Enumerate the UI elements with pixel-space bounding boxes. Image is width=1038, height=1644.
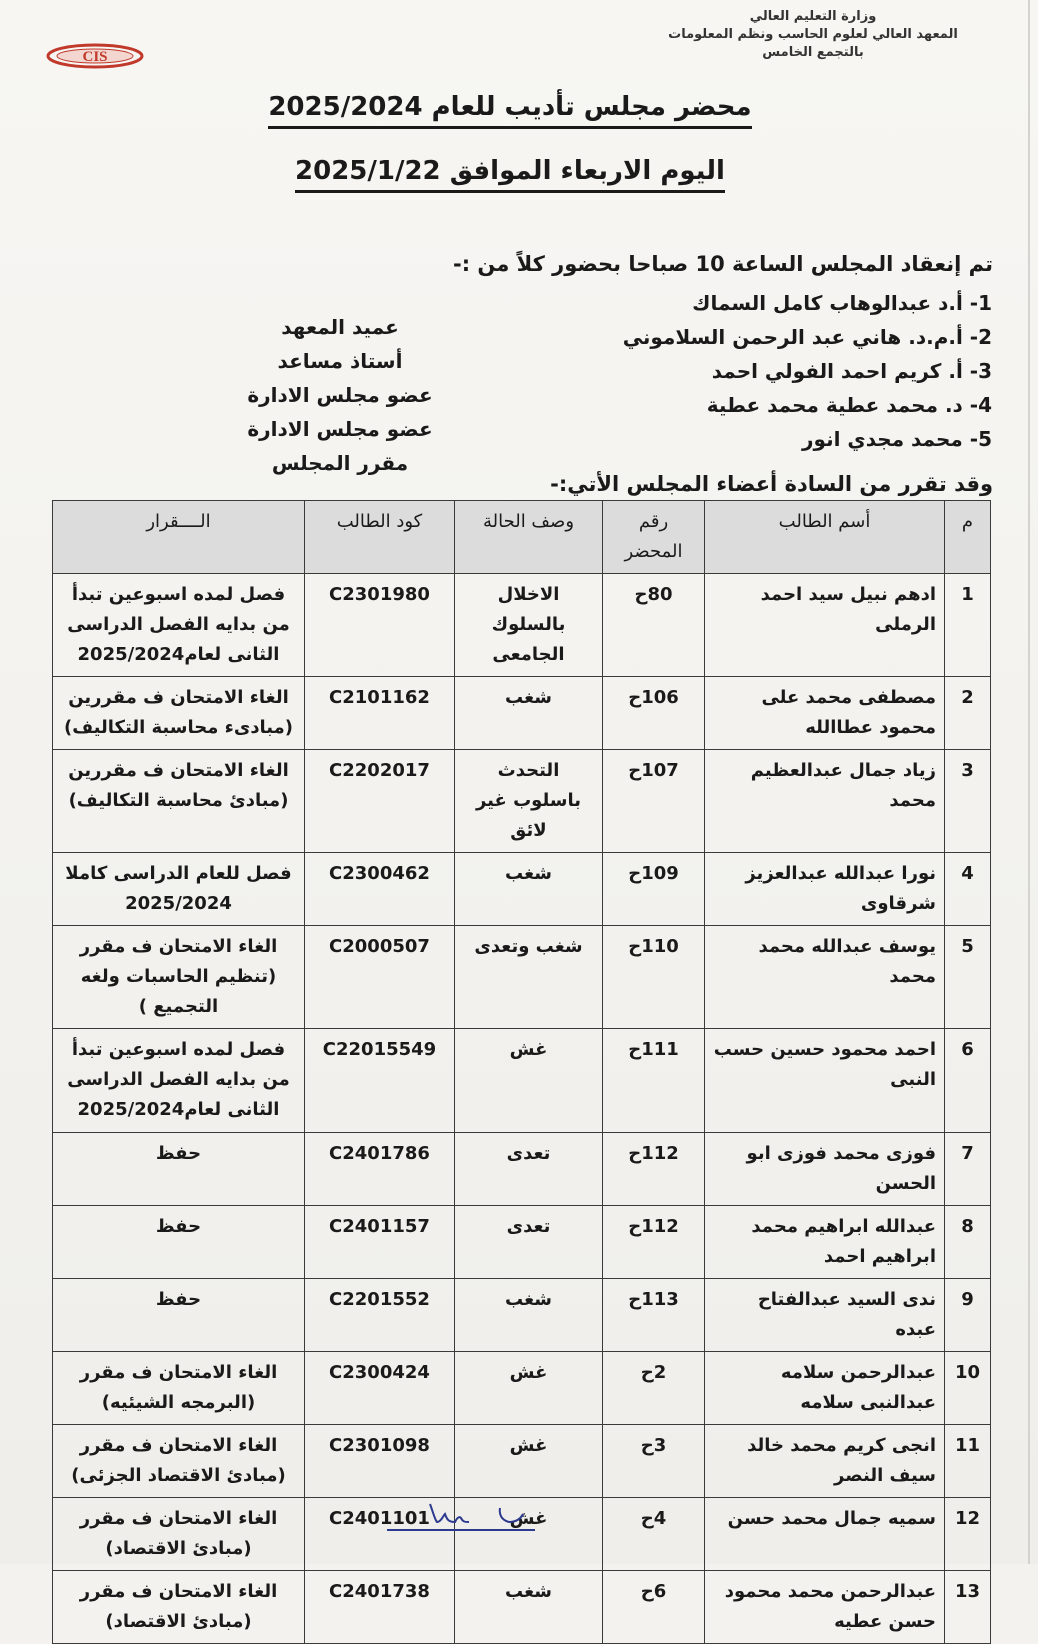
decision: فصل لمده اسبوعين تبدأ من بدايه الفصل الدراسى الثانى لعام2025/2024 [53,574,305,677]
table-row [53,1352,991,1425]
student-code: C2401786 [305,1133,455,1206]
member-name: 1- أ.د عبدالوهاب كامل السماك [692,291,992,315]
decision: الغاء الامتحان ف مقرر (تنظيم الحاسبات ولغه التجميع ) [53,926,305,1029]
student-code: C2201552 [305,1279,455,1352]
row-num: 11 [945,1425,991,1498]
record-number: 2ح [603,1352,705,1425]
student-code: C2300462 [305,853,455,926]
location-line: بالتجمع الخامس [762,45,864,60]
student-name: عبدالرحمن سلامه عبدالنبى سلامه [705,1352,945,1425]
table-row [53,1133,991,1206]
student-name: احمد محمود حسين حسب النبى [705,1029,945,1133]
decision: الغاء الامتحان ف مقرر (مبادئ الاقتصاد الجزئى) [53,1425,305,1498]
student-name: عبدالرحمن محمد محمود حسن عطيه [705,1571,945,1644]
record-number: 80ح [603,574,705,677]
table-row [53,853,991,926]
record-number: 112ح [603,1206,705,1279]
case-description: شغب [455,1571,603,1644]
row-num: 3 [945,750,991,853]
signature [385,1500,540,1536]
member-name: 5- محمد مجدي انور [802,427,992,451]
member-name: 3- أ. كريم احمد الفولي احمد [711,359,992,383]
student-code: C22015549 [305,1029,455,1133]
decision-intro: وقد تقرر من السادة أعضاء المجلس الأتي:- [550,472,993,496]
record-number: 107ح [603,750,705,853]
row-num: 10 [945,1352,991,1425]
decision: الغاء الامتحان ف مقرر (مبادئ الاقتصاد) [53,1498,305,1571]
student-name: عبدالله ابراهيم محمد ابراهيم احمد [705,1206,945,1279]
record-number: 110ح [603,926,705,1029]
row-num: 8 [945,1206,991,1279]
student-name: مصطفى محمد على محمود عطاالله [705,677,945,750]
record-number: 113ح [603,1279,705,1352]
record-number: 112ح [603,1133,705,1206]
table-row [53,1571,991,1644]
decisions-table [52,500,991,1644]
record-number: 109ح [603,853,705,926]
case-description: تعدى [455,1133,603,1206]
ministry-header [663,8,963,62]
record-number: 6ح [603,1571,705,1644]
decision: الغاء الامتحان ف مقررين (مبادئ محاسبة التكاليف) [53,750,305,853]
member-role: عضو مجلس الادارة [247,383,433,407]
row-num: 5 [945,926,991,1029]
decision: حفظ [53,1279,305,1352]
record-number: 106ح [603,677,705,750]
student-code: C2401738 [305,1571,455,1644]
member-role: أستاذ مساعد [277,349,403,373]
member-roles [220,310,460,480]
student-name: زياد جمال عبدالعظيم محمد [705,750,945,853]
decision: الغاء الامتحان ف مقرر (البرمجه الشيئيه) [53,1352,305,1425]
case-description: الاخلال بالسلوك الجامعى [455,574,603,677]
table-row [53,1206,991,1279]
decision: فصل لمده اسبوعين تبدأ من بدايه الفصل الدراسى الثانى لعام2025/2024 [53,1029,305,1133]
student-code: C2101162 [305,677,455,750]
row-num: 6 [945,1029,991,1133]
table-row [53,1425,991,1498]
case-description: شغب وتعدى [455,926,603,1029]
student-name: نورا عبدالله عبدالعزيز شرقاوى [705,853,945,926]
decision: حفظ [53,1206,305,1279]
student-code: C2300424 [305,1352,455,1425]
student-code: C2000507 [305,926,455,1029]
header-case: وصف الحالة [455,501,603,574]
meeting-date: اليوم الاربعاء الموافق 2025/1/22 [0,156,1020,186]
student-code: C2401101 [305,1498,455,1571]
case-description: التحدث باسلوب غير لائق [455,750,603,853]
header-num: م [945,501,991,574]
student-name: ادهم نبيل سيد احمد الرملى [705,574,945,677]
student-name: انجى كريم محمد خالد سيف النصر [705,1425,945,1498]
row-num: 13 [945,1571,991,1644]
student-code: C2401157 [305,1206,455,1279]
case-description: غش [455,1425,603,1498]
table-row [53,750,991,853]
case-description: شغب [455,677,603,750]
table-row [53,1279,991,1352]
record-number: 4ح [603,1498,705,1571]
case-description: شغب [455,1279,603,1352]
row-num: 4 [945,853,991,926]
member-role: عضو مجلس الادارة [247,417,433,441]
student-name: سميه جمال محمد حسن [705,1498,945,1571]
member-role: مقرر المجلس [271,451,409,475]
table-row [53,574,991,677]
table-header-row [53,501,991,574]
header-record: رقم المحضر [603,501,705,574]
institute-line: المعهد العالي لعلوم الحاسب ونظم المعلومات [668,27,958,42]
member-name: 4- د. محمد عطية محمد عطية [706,393,992,417]
student-code: C2301098 [305,1425,455,1498]
row-num: 9 [945,1279,991,1352]
institute-logo [45,42,145,70]
member-role: عميد المعهد [281,315,399,339]
case-description: شغب [455,853,603,926]
table-row [53,677,991,750]
record-number: 3ح [603,1425,705,1498]
decision: الغاء الامتحان ف مقرر (مبادئ الاقتصاد) [53,1571,305,1644]
header-decision: الــــقرار [53,501,305,574]
logo-text: CIS [82,49,108,65]
ministry-line: وزارة التعليم العالي [749,9,877,24]
case-description: غش [455,1029,603,1133]
row-num: 12 [945,1498,991,1571]
student-name: يوسف عبدالله محمد محمد [705,926,945,1029]
header-code: كود الطالب [305,501,455,574]
document-title: محضر مجلس تأديب للعام 2025/2024 [0,92,1020,122]
table-row [53,926,991,1029]
members-list [572,286,992,456]
case-description: غش [455,1498,603,1571]
meeting-intro: تم إنعقاد المجلس الساعة 10 صباحا بحضور كلاً من :- [453,252,993,276]
record-number: 111ح [603,1029,705,1133]
table-row [53,1029,991,1133]
member-name: 2- أ.م.د. هاني عبد الرحمن السلاموني [622,325,992,349]
row-num: 2 [945,677,991,750]
decision: فصل للعام الدراسى كاملا 2025/2024 [53,853,305,926]
case-description: تعدى [455,1206,603,1279]
decision: الغاء الامتحان ف مقررين (مبادىء محاسبة التكاليف) [53,677,305,750]
student-name: ندى السيد عبدالفتاح عبده [705,1279,945,1352]
student-code: C2202017 [305,750,455,853]
student-code: C2301980 [305,574,455,677]
case-description: غش [455,1352,603,1425]
decision: حفظ [53,1133,305,1206]
row-num: 7 [945,1133,991,1206]
row-num: 1 [945,574,991,677]
student-name: فوزى محمد فوزى ابو الحسن [705,1133,945,1206]
header-name: أسم الطالب [705,501,945,574]
